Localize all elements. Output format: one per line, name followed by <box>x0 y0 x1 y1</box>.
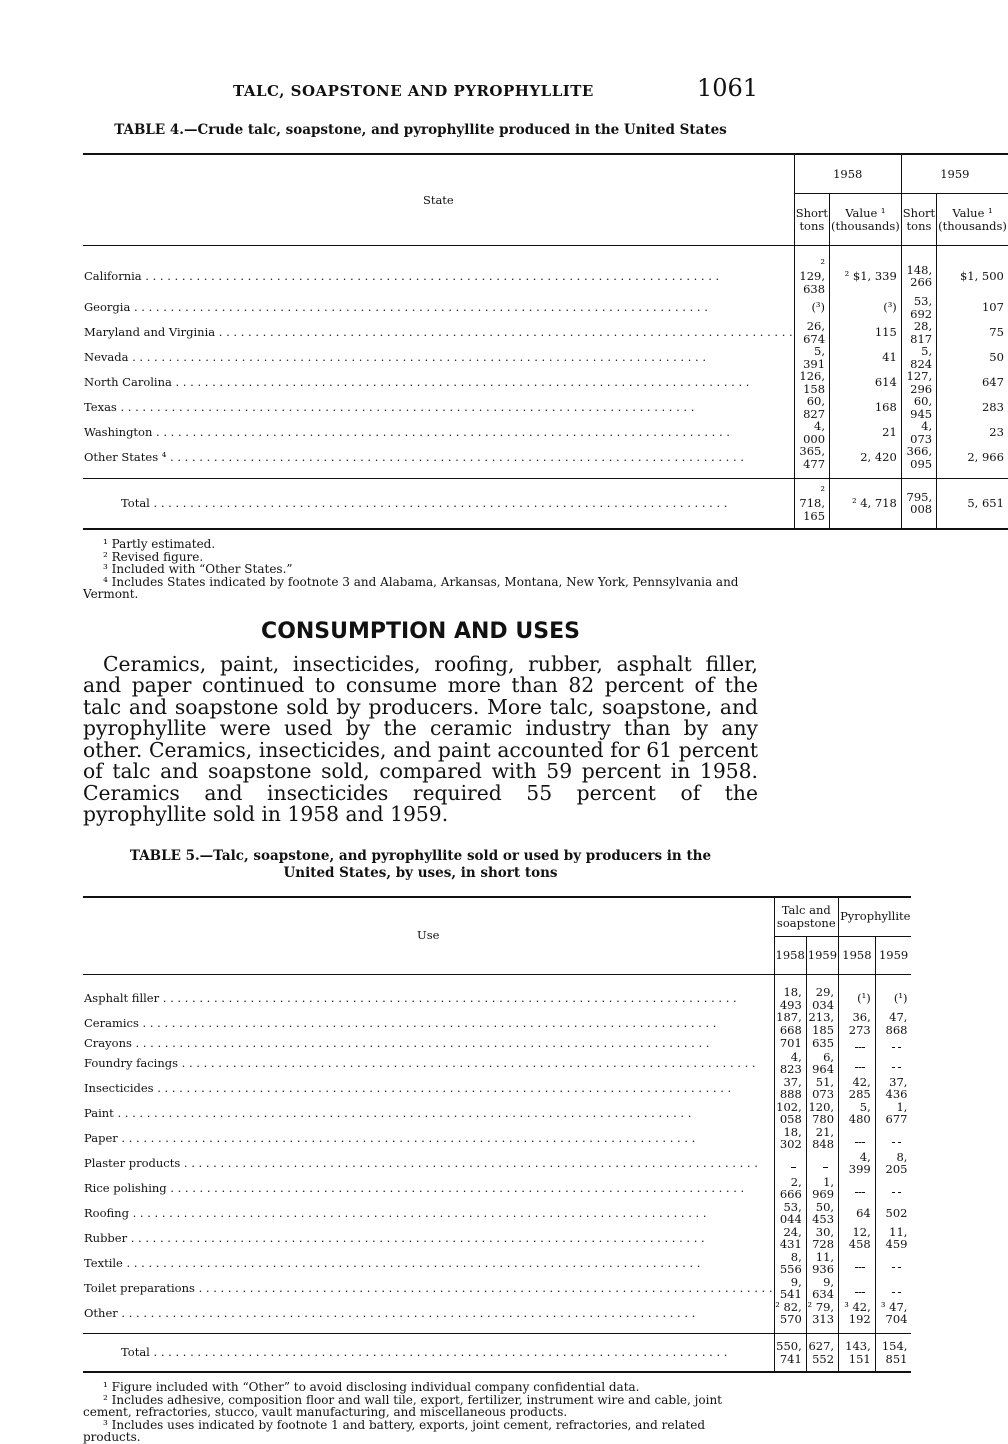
table5-cell-ts58: 53, 044 <box>774 1201 806 1226</box>
table4-col-state: State <box>83 154 794 246</box>
table5-cell-p58: 64 <box>839 1201 876 1226</box>
table5-row <box>83 1251 911 1276</box>
table5-row <box>83 1126 911 1151</box>
table5-cell-ts59: 120, 780 <box>806 1101 838 1126</box>
table5-p-1958: 1958 <box>839 936 876 974</box>
table4-total-t58: ² 718, 165 <box>794 478 829 529</box>
table5-cell-p58: 42, 285 <box>839 1076 876 1101</box>
empty-cell-dash <box>892 1184 902 1193</box>
table4-row <box>83 395 1008 420</box>
running-title: TALC, SOAPSTONE AND PYROPHYLLITE <box>233 82 594 100</box>
table5-cell-p59 <box>875 1036 911 1051</box>
table5-cell-ts58: 9, 541 <box>774 1276 806 1301</box>
table4-cell-v59: 50 <box>937 345 1008 370</box>
table5-cell-p59: 502 <box>875 1201 911 1226</box>
table4-cell-t59: 127, 296 <box>901 370 936 395</box>
table5-cell-ts58: 4, 823 <box>774 1051 806 1076</box>
table5-cell-ts59: 6, 964 <box>806 1051 838 1076</box>
table5-cell-p58: (¹) <box>839 986 876 1011</box>
table4-cell-v58: 41 <box>830 345 902 370</box>
table5-cell-p59: ³ 47, 704 <box>875 1301 911 1326</box>
table4-total-t59: 795, 008 <box>901 478 936 529</box>
table4-cell-v58: (³) <box>830 295 902 320</box>
table5-row-label: Toilet preparations . . . <box>83 1276 774 1301</box>
empty-cell-dash <box>855 1059 865 1068</box>
table5-cell-ts58: 8, 556 <box>774 1251 806 1276</box>
table5-row-label: Other . . . <box>83 1301 774 1326</box>
table5-cell-ts59: 635 <box>806 1036 838 1051</box>
page-number: 1061 <box>696 74 758 102</box>
table4-caption: TABLE 4.—Crude talc, soapstone, and pyrophyllite produced in the United States <box>114 122 727 138</box>
table4-row-label: Texas . . . <box>83 395 794 420</box>
table5-cell-ts59: 9, 634 <box>806 1276 838 1301</box>
table5-footnotes <box>83 1381 758 1444</box>
table5-cell-ts59 <box>806 1151 838 1176</box>
table4-cell-t58: 5, 391 <box>794 345 829 370</box>
table4-cell-v58: 21 <box>830 420 902 445</box>
table4-cell-t58: 60, 827 <box>794 395 829 420</box>
table4-cell-v58: 614 <box>830 370 902 395</box>
table4 <box>83 153 1008 530</box>
table4-footnote: ¹ Partly estimated. <box>103 537 216 551</box>
table4-cell-t58: 26, 674 <box>794 320 829 345</box>
table5-row-label: Asphalt filler . . . <box>83 986 774 1011</box>
table4-year-1959: 1959 <box>901 154 1008 194</box>
table5-cell-ts58: 37, 888 <box>774 1076 806 1101</box>
table5-cell-p59 <box>875 1276 911 1301</box>
table4-footnotes <box>83 538 758 601</box>
empty-cell-dash <box>855 1284 865 1293</box>
table5-cell-p58: 5, 480 <box>839 1101 876 1126</box>
table5-cell-p58 <box>839 1251 876 1276</box>
empty-cell-dash <box>855 1259 865 1268</box>
empty-cell-dash <box>892 1259 902 1268</box>
table5-cell-ts58: 2, 666 <box>774 1176 806 1201</box>
table5-p-1959: 1959 <box>875 936 911 974</box>
table5-cell-p59: 8, 205 <box>875 1151 911 1176</box>
table5-row-label: Rice polishing . . . <box>83 1176 774 1201</box>
table5-footnote: ³ Includes uses indicated by footnote 1 and battery, exports, joint cement, refractories, and related products. <box>83 1417 706 1444</box>
table4-total-row <box>83 478 1008 529</box>
table5-row-label: Crayons . . . <box>83 1036 774 1051</box>
table5-body <box>83 974 911 1326</box>
table5-group-talc: Talc and soapstone <box>774 897 839 937</box>
table5-cell-ts58: ² 82, 570 <box>774 1301 806 1326</box>
table4-year-1958: 1958 <box>794 154 901 194</box>
table5-row-label: Rubber . . . <box>83 1226 774 1251</box>
table5-row-label: Textile . . . <box>83 1251 774 1276</box>
table4-total-label: Total . . . <box>83 478 794 529</box>
table5-cell-p58: 4, 399 <box>839 1151 876 1176</box>
empty-cell-dash <box>791 1159 796 1168</box>
table5-row <box>83 1076 911 1101</box>
table4-cell-t59: 60, 945 <box>901 395 936 420</box>
table5 <box>83 896 911 1374</box>
page <box>83 72 1007 1444</box>
table5-row-label: Paint . . . <box>83 1101 774 1126</box>
table4-cell-v59: 647 <box>937 370 1008 395</box>
table5-row-label: Roofing . . . <box>83 1201 774 1226</box>
table5-cell-ts58 <box>774 1151 806 1176</box>
table5-cell-p59 <box>875 1251 911 1276</box>
table4-cell-v59: 107 <box>937 295 1008 320</box>
section-heading: CONSUMPTION AND USES <box>261 618 580 644</box>
empty-cell-dash <box>892 1134 902 1143</box>
table5-ts-1959: 1959 <box>806 936 838 974</box>
table4-value-59: Value ¹ (thousands) <box>937 194 1008 246</box>
table4-cell-t58: (³) <box>794 295 829 320</box>
empty-cell-dash <box>892 1284 902 1293</box>
table4-cell-v58: 115 <box>830 320 902 345</box>
table4-cell-v58: 168 <box>830 395 902 420</box>
table5-cell-ts59: 1, 969 <box>806 1176 838 1201</box>
table5-row-label: Paper . . . <box>83 1126 774 1151</box>
table5-cell-ts59: 11, 936 <box>806 1251 838 1276</box>
table4-row-label: Other States ⁴ . . . <box>83 445 794 470</box>
table5-cell-p59: 11, 459 <box>875 1226 911 1251</box>
table5-cell-ts58: 18, 302 <box>774 1126 806 1151</box>
table5-total-p59: 154, 851 <box>875 1334 911 1373</box>
table5-caption-line2: United States, by uses, in short tons <box>283 864 558 881</box>
table5-cell-ts59: 51, 073 <box>806 1076 838 1101</box>
table5-cell-ts58: 701 <box>774 1036 806 1051</box>
table4-row <box>83 420 1008 445</box>
table4-row <box>83 258 1008 296</box>
table5-ts-1958: 1958 <box>774 936 806 974</box>
table4-cell-t59: 53, 692 <box>901 295 936 320</box>
table5-cell-p58 <box>839 1176 876 1201</box>
table4-cell-v59: 23 <box>937 420 1008 445</box>
table4-row <box>83 295 1008 320</box>
table4-cell-t59: 28, 817 <box>901 320 936 345</box>
table5-cell-p59: 47, 868 <box>875 1011 911 1036</box>
table5-cell-p58 <box>839 1051 876 1076</box>
table4-cell-t59: 148, 266 <box>901 258 936 296</box>
table5-total-p58: 143, 151 <box>839 1334 876 1373</box>
table5-cell-ts59: 29, 034 <box>806 986 838 1011</box>
table5-cell-p59 <box>875 1051 911 1076</box>
table5-cell-ts59: 21, 848 <box>806 1126 838 1151</box>
table4-row <box>83 370 1008 395</box>
table5-footnote: ² Includes adhesive, composition floor and wall tile, export, fertilizer, instrument wire and cable, joint cement, refractories, stucco, vault manufacturing, and miscellaneous products. <box>83 1392 722 1419</box>
body-paragraph: Ceramics, paint, insecticides, roofing, rubber, asphalt filler, and paper continued to consume more than 82 percent of the talc and soapstone sold by producers. More talc, soapstone, and pyrophyllite were used by the ceramic industry than by any other. Ceramics, insecticides, and paint accounted for 61 percent of talc and soapstone sold, compared with 59 percent in 1958. Ceramics and insecticides required 55 percent of the pyrophyllite sold in 1958 and 1959. <box>83 651 758 826</box>
table5-row <box>83 1151 911 1176</box>
table4-cell-v58: ² $1, 339 <box>830 258 902 296</box>
table5-row-label: Ceramics . . . <box>83 1011 774 1036</box>
table5-cell-p59: (¹) <box>875 986 911 1011</box>
table4-cell-t58: 4, 000 <box>794 420 829 445</box>
table4-cell-t58: 126, 158 <box>794 370 829 395</box>
table4-total-v58: ² 4, 718 <box>830 478 902 529</box>
table4-row-label: California . . . <box>83 258 794 296</box>
table4-short-tons-58: Short tons <box>794 194 829 246</box>
table5-row <box>83 1101 911 1126</box>
table4-row <box>83 345 1008 370</box>
empty-cell-dash <box>855 1134 865 1143</box>
table4-cell-t59: 4, 073 <box>901 420 936 445</box>
table5-row <box>83 1226 911 1251</box>
table5-cell-ts59: 50, 453 <box>806 1201 838 1226</box>
table4-row-label: Nevada . . . <box>83 345 794 370</box>
table5-cell-p58: ³ 42, 192 <box>839 1301 876 1326</box>
table5-row-label: Plaster products . . . <box>83 1151 774 1176</box>
table5-total-row <box>83 1334 911 1373</box>
empty-cell-dash <box>823 1159 828 1168</box>
table5-row <box>83 1036 911 1051</box>
table4-cell-v59: 2, 966 <box>937 445 1008 470</box>
table5-cell-p59: 37, 436 <box>875 1076 911 1101</box>
table5-caption-line1: TABLE 5.—Talc, soapstone, and pyrophyllite sold or used by producers in the <box>129 847 712 864</box>
table5-col-use: Use <box>83 897 774 975</box>
table4-cell-v59: 283 <box>937 395 1008 420</box>
table5-cell-p58 <box>839 1126 876 1151</box>
table5-row-label: Foundry facings . . . <box>83 1051 774 1076</box>
table5-row <box>83 1051 911 1076</box>
table5-cell-ts59: 213, 185 <box>806 1011 838 1036</box>
table5-cell-p58: 36, 273 <box>839 1011 876 1036</box>
table5-row <box>83 1201 911 1226</box>
table4-total-v59: 5, 651 <box>937 478 1008 529</box>
table4-row-label: Maryland and Virginia . . . <box>83 320 794 345</box>
table5-caption <box>83 848 758 882</box>
table5-cell-p58: 12, 458 <box>839 1226 876 1251</box>
table5-row <box>83 1301 911 1326</box>
table5-group-pyrophyllite: Pyrophyllite <box>839 897 912 937</box>
table4-cell-t59: 5, 824 <box>901 345 936 370</box>
table5-footnote: ¹ Figure included with “Other” to avoid disclosing individual company confidential data. <box>103 1380 640 1394</box>
table4-cell-t58: ² 129, 638 <box>794 258 829 296</box>
table5-cell-p59 <box>875 1126 911 1151</box>
empty-cell-dash <box>855 1184 865 1193</box>
table5-total-ts58: 550, 741 <box>774 1334 806 1373</box>
table4-row-label: Georgia . . . <box>83 295 794 320</box>
table5-row-label: Insecticides . . . <box>83 1076 774 1101</box>
table4-footnote: ⁴ Includes States indicated by footnote 3 and Alabama, Arkansas, Montana, New York, Pennsylvania and Vermont. <box>83 574 739 601</box>
table4-cell-v59: 75 <box>937 320 1008 345</box>
table5-cell-p59 <box>875 1176 911 1201</box>
table4-row-label: North Carolina . . . <box>83 370 794 395</box>
table5-cell-ts58: 187, 668 <box>774 1011 806 1036</box>
table5-cell-ts58: 102, 058 <box>774 1101 806 1126</box>
table5-row <box>83 1276 911 1301</box>
table4-body <box>83 246 1008 471</box>
table4-cell-t59: 366, 095 <box>901 445 936 470</box>
table5-cell-ts58: 18, 493 <box>774 986 806 1011</box>
empty-cell-dash <box>892 1039 902 1048</box>
table4-cell-v58: 2, 420 <box>830 445 902 470</box>
table4-row <box>83 445 1008 470</box>
table5-row <box>83 1011 911 1036</box>
table5-cell-p58 <box>839 1036 876 1051</box>
table5-cell-ts59: 30, 728 <box>806 1226 838 1251</box>
table4-row <box>83 320 1008 345</box>
table5-cell-p59: 1, 677 <box>875 1101 911 1126</box>
table5-cell-ts58: 24, 431 <box>774 1226 806 1251</box>
empty-cell-dash <box>855 1039 865 1048</box>
table5-row <box>83 986 911 1011</box>
table4-cell-v59: $1, 500 <box>937 258 1008 296</box>
table4-value-58: Value ¹ (thousands) <box>830 194 902 246</box>
table5-total-ts59: 627, 552 <box>806 1334 838 1373</box>
table5-cell-p58 <box>839 1276 876 1301</box>
table4-short-tons-59: Short tons <box>901 194 936 246</box>
table5-row <box>83 1176 911 1201</box>
table4-footnote: ² Revised figure. <box>103 549 204 564</box>
empty-cell-dash <box>892 1059 902 1068</box>
table5-total-label: Total . . . <box>83 1334 774 1373</box>
table4-row-label: Washington . . . <box>83 420 794 445</box>
running-head <box>83 72 758 106</box>
table5-cell-ts59: ² 79, 313 <box>806 1301 838 1326</box>
table4-footnote: ³ Included with “Other States.” <box>103 562 293 576</box>
table4-cell-t58: 365, 477 <box>794 445 829 470</box>
